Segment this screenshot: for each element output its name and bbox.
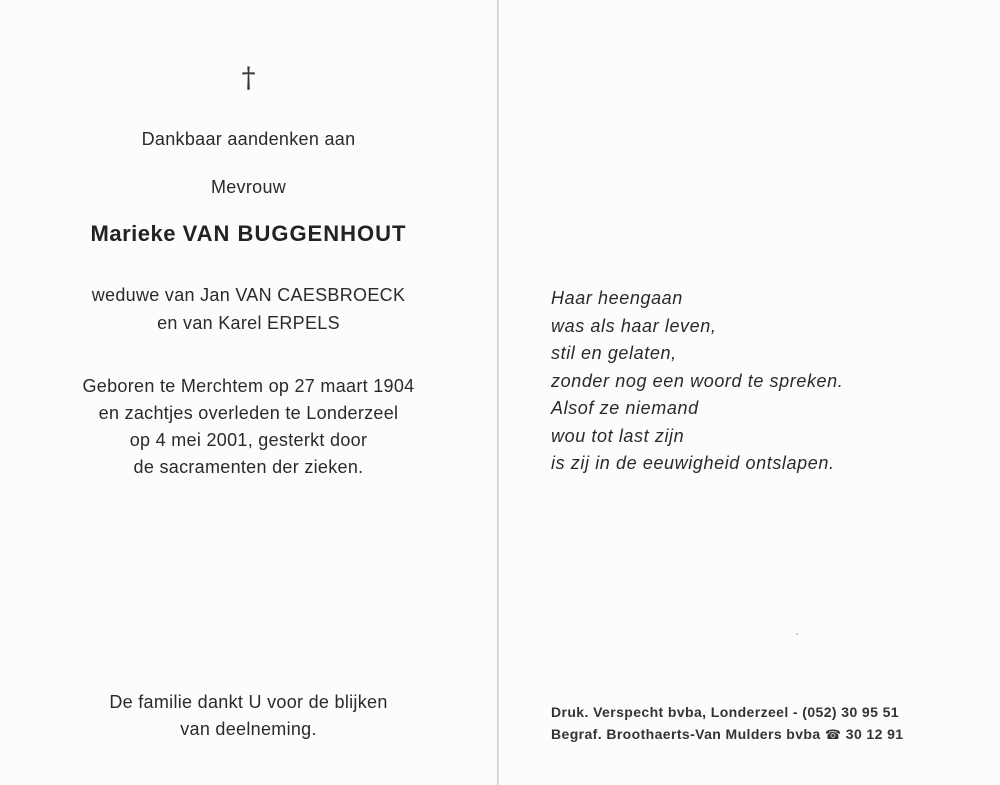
poem-line: Haar heengaan [551, 288, 683, 308]
widow-line-1: weduwe van Jan VAN CAESBROECK [91, 285, 406, 305]
cross-icon: † [241, 61, 256, 94]
undertaker-phone: 30 12 91 [845, 726, 904, 742]
bio-line: de sacramenten der zieken. [133, 457, 364, 477]
undertaker-line [551, 723, 903, 747]
bio-line: Geboren te Merchtem op 27 maart 1904 [82, 376, 415, 396]
poem-line: is zij in de eeuwigheid ontslapen. [551, 453, 835, 473]
first-name: Marieke [90, 221, 176, 246]
title-text: Mevrouw [210, 177, 287, 197]
printer-line: Druk. Verspecht bvba, Londerzeel - (052) 30 95 51 [551, 704, 899, 720]
intro-text: Dankbaar aandenken aan [141, 129, 356, 149]
thanks-line: van deelneming. [180, 719, 317, 739]
poem-line: Alsof ze niemand [551, 398, 699, 418]
bio-line: en zachtjes overleden te Londerzeel [98, 403, 399, 423]
paper-speck [796, 633, 798, 635]
undertaker-name: Begraf. Broothaerts-Van Mulders bvba [551, 726, 821, 742]
poem-line: wou tot last zijn [551, 425, 685, 446]
surname: VAN BUGGENHOUT [182, 221, 407, 246]
bio-line: op 4 mei 2001, gesterkt door [129, 430, 368, 450]
phone-icon: ☎ [824, 728, 842, 743]
poem-line: was als haar leven, [551, 315, 717, 336]
poem [551, 285, 843, 478]
card-fold-divider [497, 0, 499, 785]
poem-line: zonder nog een woord te spreken. [551, 370, 844, 391]
widow-line-2: en van Karel ERPELS [157, 313, 340, 333]
printer-credits [551, 701, 903, 747]
poem-line: stil en gelaten, [551, 343, 677, 363]
deceased-name [0, 219, 497, 249]
left-panel [0, 0, 497, 785]
thanks-line: De familie dankt U voor de blijken [109, 692, 388, 712]
